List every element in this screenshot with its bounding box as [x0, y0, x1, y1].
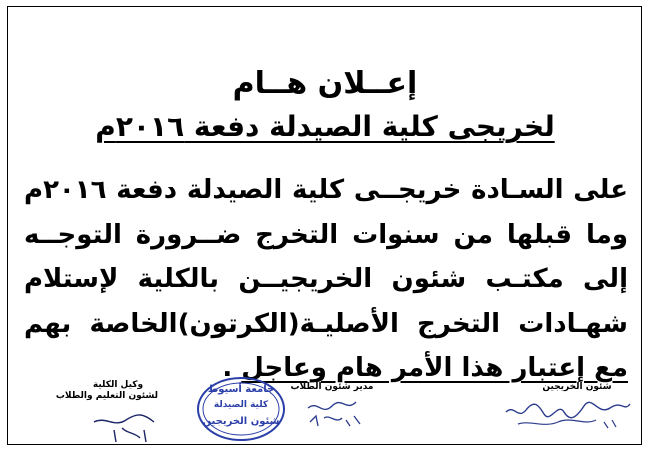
announcement-subtitle [0, 108, 650, 146]
vice-dean-label [55, 380, 158, 402]
body-line-5-emphasis: مع إعتبار هذا الأمر هام وعاجل [241, 353, 628, 383]
vice-dean-title: وكيل الكلية [92, 380, 144, 390]
official-stamp [196, 376, 286, 442]
stamp-faculty: كلية الصيدلة [213, 400, 269, 410]
vice-dean-signature [84, 408, 164, 446]
announcement-subtitle-text: لخريجى كلية الصيدلة دفعة ٢٠١٦م [95, 110, 555, 143]
announcement-title: إعــلان هــام [232, 66, 418, 101]
body-line-5-tail: . [222, 353, 242, 383]
graduates-affairs-signature [500, 394, 635, 434]
body-line-3: إلى مكتـب شئون الخريجيــن بالكلية لإستلام [24, 264, 628, 294]
stamp-office: شئون الخريجين [202, 416, 280, 427]
student-affairs-director-label: مدير شئون الطلاب [290, 382, 374, 392]
graduates-affairs-label: شئون الخريجين [542, 382, 612, 392]
body-line-4: شهـادات التخرج الأصليـة(الكرتون)الخاصة بهم [24, 308, 628, 339]
vice-dean-subtitle: لشئون التعليم والطلاب [55, 391, 158, 401]
student-affairs-director-signature [300, 394, 370, 434]
body-line-2: وما قبلها من سنوات التخرج ضــرورة التوجــه [24, 219, 628, 250]
stamp-university: جامعة أسيوط [207, 384, 275, 395]
announcement-body [24, 168, 628, 391]
body-line-1: على السـادة خريجــى كلية الصيدلة دفعة ٢٠١٦م [24, 175, 628, 205]
